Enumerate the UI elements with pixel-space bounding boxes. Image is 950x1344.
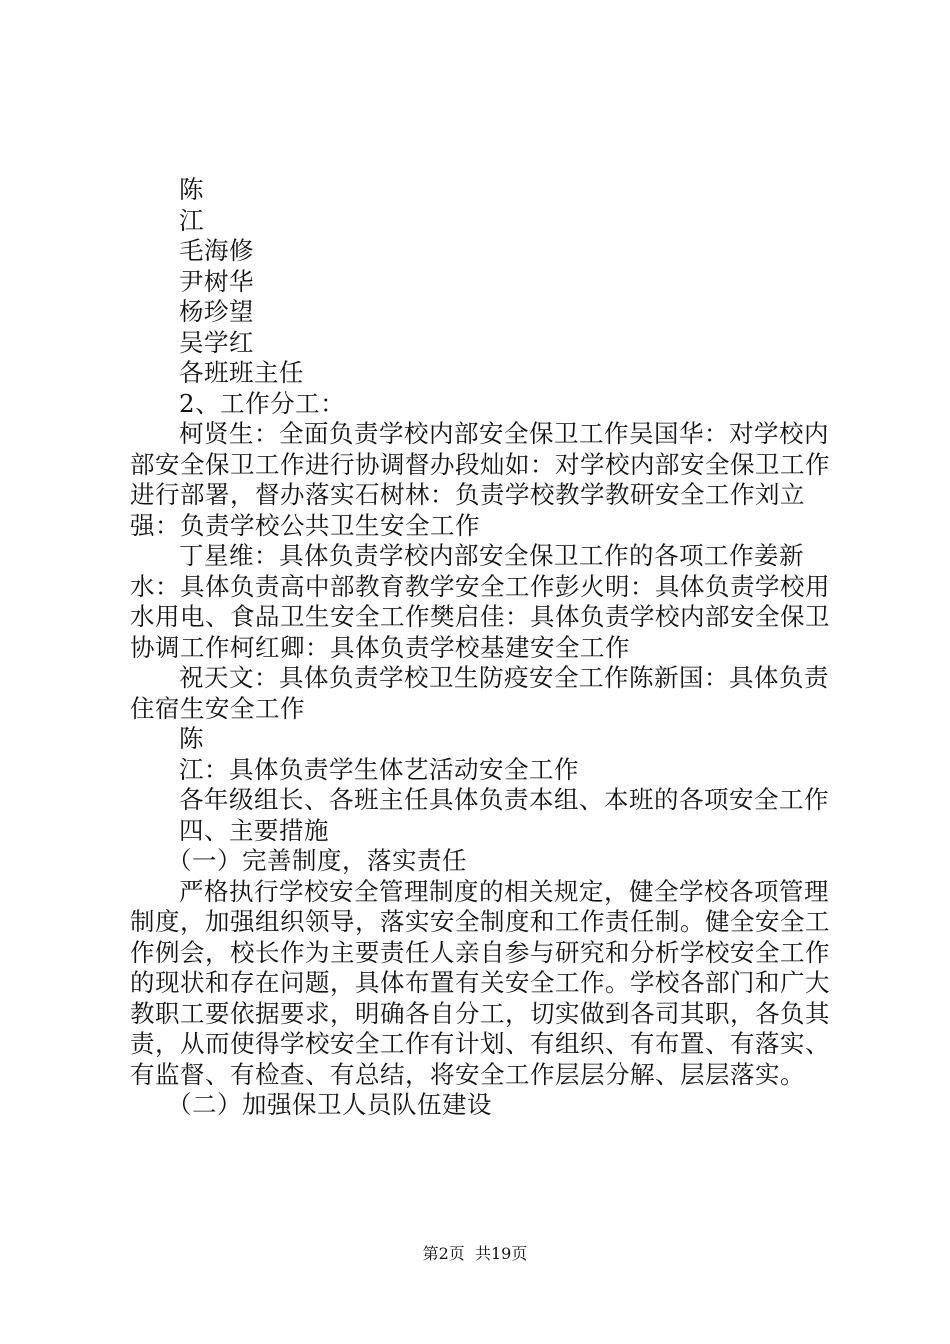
subsection-heading-2: （二）加强保卫人员队伍建设: [167, 1090, 492, 1119]
paragraph-name-yin: 尹树华: [179, 266, 254, 296]
paragraph-name-chen: 陈: [179, 175, 204, 204]
paragraph-measures-body: 严格执行学校安全管理制度的相关规定，健全学校各项管理制度，加强组织领导，落实安全制度和工作责任制。健全安全工作例会，校长作为主要责任人亲自参与研究和分析学校安全工作的现状和存在问题，具体布置有关安全工作。学校各部门和广大教职工要依据要求，明确各自分工，切实做到各司其职，各负其责，从而使得学校安全工作有计划、有组织、有布置、有落实、有监督、有检查、有总结，将安全工作层层分解、层层落实。: [130, 876, 830, 1089]
paragraph-class-teachers: 各班班主任: [179, 358, 304, 387]
paragraph-duties-5: 各年级组长、各班主任具体负责本组、本班的各项安全工作: [179, 785, 829, 814]
paragraph-duties-2: 丁星维：具体负责学校内部安全保卫工作的各项工作姜新水：具体负责高中部教育教学安全工作彭火明：具体负责学校用水用电、食品卫生安全工作樊启佳：具体负责学校内部安全保卫协调工作柯红卿：具体负责学校基建安全工作: [130, 541, 830, 662]
page-footer: [0, 1244, 950, 1264]
paragraph-name-wu: 吴学红: [179, 327, 254, 357]
paragraph-name-mao: 毛海修: [179, 236, 254, 265]
paragraph-duties-4: 江：具体负责学生体艺活动安全工作: [179, 754, 579, 784]
section-heading-division-of-work: 2、工作分工：: [179, 388, 346, 418]
subsection-heading-1: （一）完善制度，落实责任: [167, 846, 467, 875]
paragraph-name-chen-2: 陈: [179, 724, 204, 753]
section-heading-main-measures: 四、主要措施: [179, 815, 329, 845]
paragraph-name-yang: 杨珍望: [179, 297, 254, 326]
paragraph-name-jiang: 江: [179, 205, 204, 235]
paragraph-duties-3: 祝天文：具体负责学校卫生防疫安全工作陈新国：具体负责住宿生安全工作: [130, 663, 829, 723]
page-number: 第2页: [422, 1244, 465, 1263]
page-total: 共19页: [474, 1244, 528, 1263]
paragraph-duties-1: 柯贤生：全面负责学校内部安全保卫工作吴国华：对学校内部安全保卫工作进行协调督办段灿如：对学校内部安全保卫工作进行部署，督办落实石树林：负责学校教学教研安全工作刘立强：负责学校公共卫生安全工作: [130, 419, 830, 540]
document-body: [130, 175, 842, 1121]
